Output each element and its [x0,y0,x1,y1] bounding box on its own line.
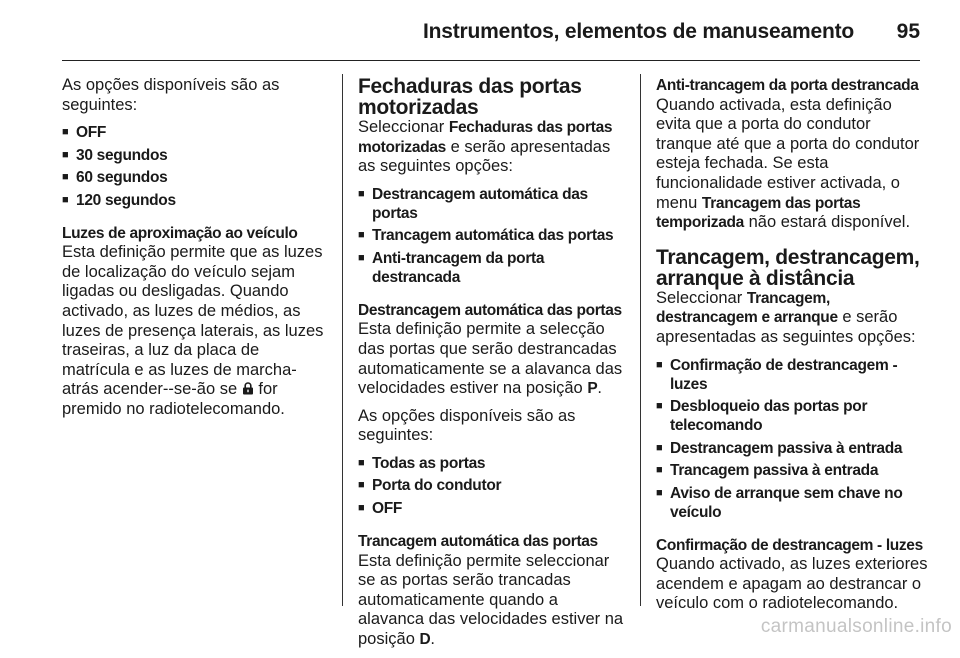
page-header [62,14,920,61]
padlock-icon [242,382,254,395]
remote-options-list [656,356,928,522]
auto-unlock-paragraph [358,301,624,399]
list-item: ■ Todas as portas [358,454,624,473]
column-divider [640,74,641,606]
approach-lights-paragraph [62,224,330,420]
list-item: ■ OFF [358,499,624,518]
subheading: Luzes de aproximação ao veículo [62,224,298,242]
list-item: ■ Trancagem automática das portas [358,226,624,245]
subheading: Trancagem automática das portas [358,532,598,550]
auto-lock-paragraph [358,532,624,650]
list-item: ■ 120 segundos [62,191,330,210]
section-heading: Fechaduras das portas motorizadas [358,75,582,119]
body-text: e serão apresentadas as seguintes opções: [656,308,916,346]
column-divider [342,74,343,606]
body-text: Esta definição permite a selecção das portas que serão destrancadas automaticamente se a alavanca das velocidades estiver na posição [358,320,623,398]
list-item: ■ 30 segundos [62,146,330,165]
select-paragraph [358,118,624,177]
list-item: ■ Destrancagem passiva à entrada [656,439,928,458]
list-item: ■ 60 segundos [62,168,330,187]
section-heading: Trancagem, destrancagem, arranque à distância [656,245,920,290]
list-item: ■ Desbloqueio das portas por telecomando [656,397,928,435]
body-text: não estará disponível. [748,213,911,232]
select-paragraph [656,289,928,348]
list-item: ■ Anti-trancagem da porta destrancada [358,249,624,287]
gear-position: P [587,380,598,398]
menu-options-list [358,185,624,287]
list-item: ■ Aviso de arranque sem chave no veículo [656,484,928,522]
confirm-lights-paragraph [656,536,928,614]
list-item: ■ Trancagem passiva à entrada [656,461,928,480]
body-text: Seleccionar [358,118,445,136]
subheading: Anti-trancagem da porta destrancada [656,77,919,94]
column-2 [358,76,624,658]
menu-name: Trancagem das portas temporizada [656,194,861,232]
gear-position: D [419,630,431,648]
body-text: e serão apresentadas as seguintes opções: [358,137,611,176]
timer-options-list [62,123,330,210]
punctuation: . [597,379,602,398]
options-intro: As opções disponíveis são as seguintes: [358,406,576,445]
menu-name: Fechaduras das portas motorizadas [358,119,613,156]
subheading: Destrancagem automática das portas [358,301,622,319]
body-text: Quando activado, as luzes exteriores acendem e apagam ao destrancar o veículo com o radiotelecomando. [656,555,928,613]
body-text: Quando activada, esta definição evita que a porta do condutor tranque até que a porta do condutor esteja fechada. Se esta funcionalidade estiver activada, o menu [656,95,920,212]
options-intro: As opções disponíveis são as seguintes: [62,76,280,114]
body-text: for premido no radiotelecomando. [62,380,285,419]
anti-lock-paragraph [656,76,928,233]
body-text: Esta definição permite seleccionar se as portas serão trancadas automaticamente quando a alavanca das velocidades estiver na posição [358,551,624,648]
body-text: Esta definição permite que as luzes de localização do veículo sejam ligadas ou desligadas. Quando activado, as luzes de médios, as luzes de presença laterais, as luzes traseiras, a luz da placa de matrícula e as luzes de marcha-atrás acender--se-ão se [62,243,324,399]
header-title: Instrumentos, elementos de manuseamento [423,20,854,43]
list-item: ■ Porta do condutor [358,476,624,495]
door-options-list [358,454,624,518]
list-item: ■ Destrancagem automática das portas [358,185,624,223]
body-text: Seleccionar [656,288,743,307]
list-item: ■ OFF [62,123,330,142]
column-1 [62,76,330,428]
watermark: carmanualsonline.info [760,616,952,637]
column-3 [656,76,928,622]
list-item: ■ Confirmação de destrancagem - luzes [656,356,928,394]
subheading: Confirmação de destrancagem - luzes [656,536,923,554]
punctuation: . [430,629,435,648]
menu-name: Trancagem, destrancagem e arranque [656,289,838,327]
page-number: 95 [896,20,920,43]
